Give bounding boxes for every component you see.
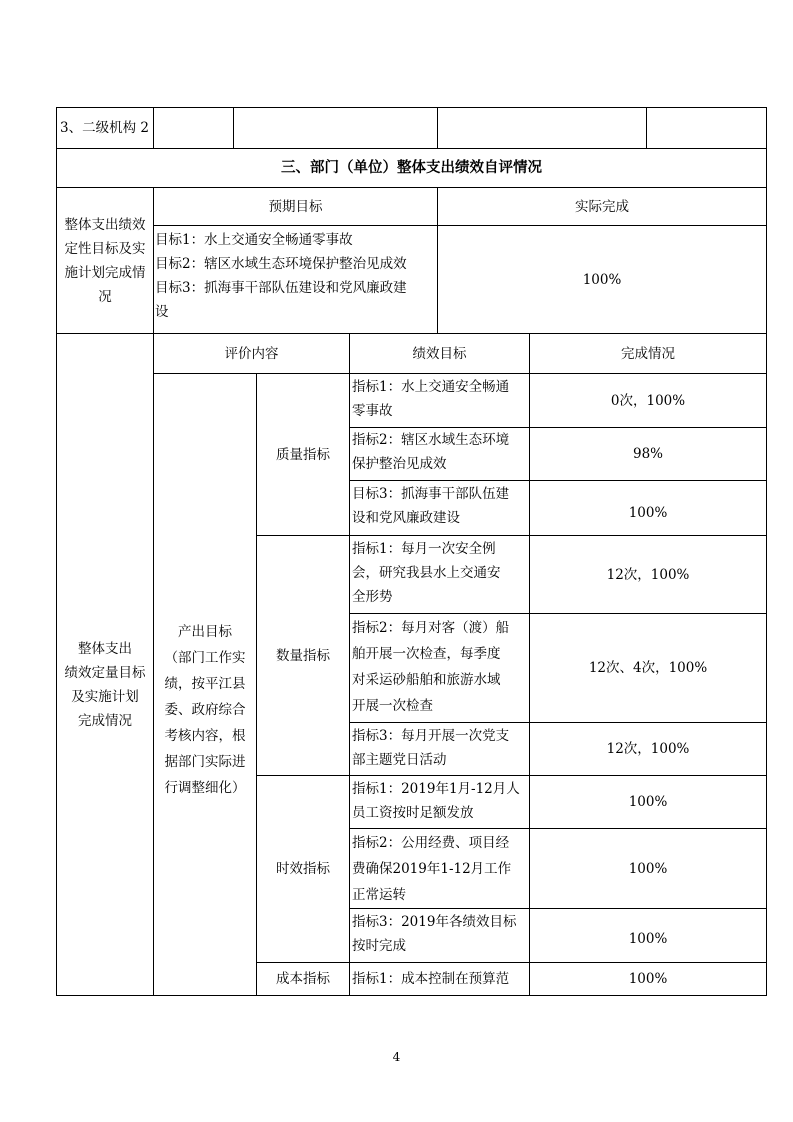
rule [56,107,767,108]
indicator-result: 100% [628,860,668,877]
indicator-target: 指标2：辖区水域生态环境 保护整治见成效 [352,432,510,472]
indicator-target: 指标1：水上交通安全畅通 零事故 [352,379,510,419]
timeliness-indicator-label: 时效指标 [276,861,330,877]
indicator-target: 指标3：2019年各绩效目标 按时完成 [352,914,517,954]
indicator-result: 98% [632,446,663,462]
rule [349,333,350,996]
output-goal-label: 产出目标 （部门工作实 绩，按平江县 委、政府综合 考核内容，根 据部门实际进 行调整细化） [164,623,246,796]
evaluation-content-header: 评价内容 [224,345,279,362]
completion-status-header: 完成情况 [621,345,675,362]
quality-indicator-label: 质量指标 [276,446,330,463]
actual-completion-value: 100% [582,271,622,288]
indicator-result: 12次、4次，100% [588,660,708,676]
rule [646,107,647,149]
cost-indicator-label: 成本指标 [276,971,330,987]
org-row-label: 3、二级机构 2 [60,120,149,136]
expected-goals-text: 目标1：水上交通安全畅通零事故 目标2：辖区水域生态环境保护整治见成效 目标3：抓海事干部队伍建设和党风廉政建 设 [155,232,407,320]
indicator-result: 100% [628,794,668,810]
indicator-result: 100% [628,971,668,987]
page-number: 4 [392,1050,401,1064]
quantity-indicator-label: 数量指标 [276,647,330,664]
indicator-result: 12次，100% [606,741,690,757]
rule [233,107,234,149]
indicator-target: 指标1：成本控制在预算范 [352,971,510,987]
indicator-result: 100% [628,930,668,947]
indicator-target: 指标2：公用经费、项目经 费确保2019年1-12月工作 正常运转 [352,835,512,903]
indicator-target: 指标3：每月开展一次党支 部主题党日活动 [352,728,510,768]
indicator-result: 0次，100% [610,392,686,409]
rule [437,107,438,149]
indicator-target: 指标1：每月一次安全例 会，研究我县水上交通安 全形势 [352,541,501,605]
overall-side-label: 整体支出绩效 定性目标及实 施计划完成情 况 [64,216,146,305]
rule [56,995,767,996]
rule [766,107,767,996]
performance-target-header: 绩效目标 [412,345,467,362]
actual-completion-header: 实际完成 [575,198,629,215]
indicator-result: 12次，100% [606,566,690,583]
rule [153,107,154,149]
section-title: 三、部门（单位）整体支出绩效自评情况 [281,159,542,176]
indicator-target: 指标2：每月对客（渡）船 舶开展一次检查，每季度 对采运砂船舶和旅游水域 开展一次检查 [352,620,510,714]
indicator-target: 目标3：抓海事干部队伍建 设和党风廉政建设 [352,486,510,526]
expected-goal-header: 预期目标 [268,198,323,215]
detail-side-label: 整体支出 绩效定量目标 及实施计划 完成情况 [64,640,146,729]
indicator-result: 100% [628,505,668,521]
indicator-target: 指标1：2019年1月-12月人 员工资按时足额发放 [352,781,520,821]
